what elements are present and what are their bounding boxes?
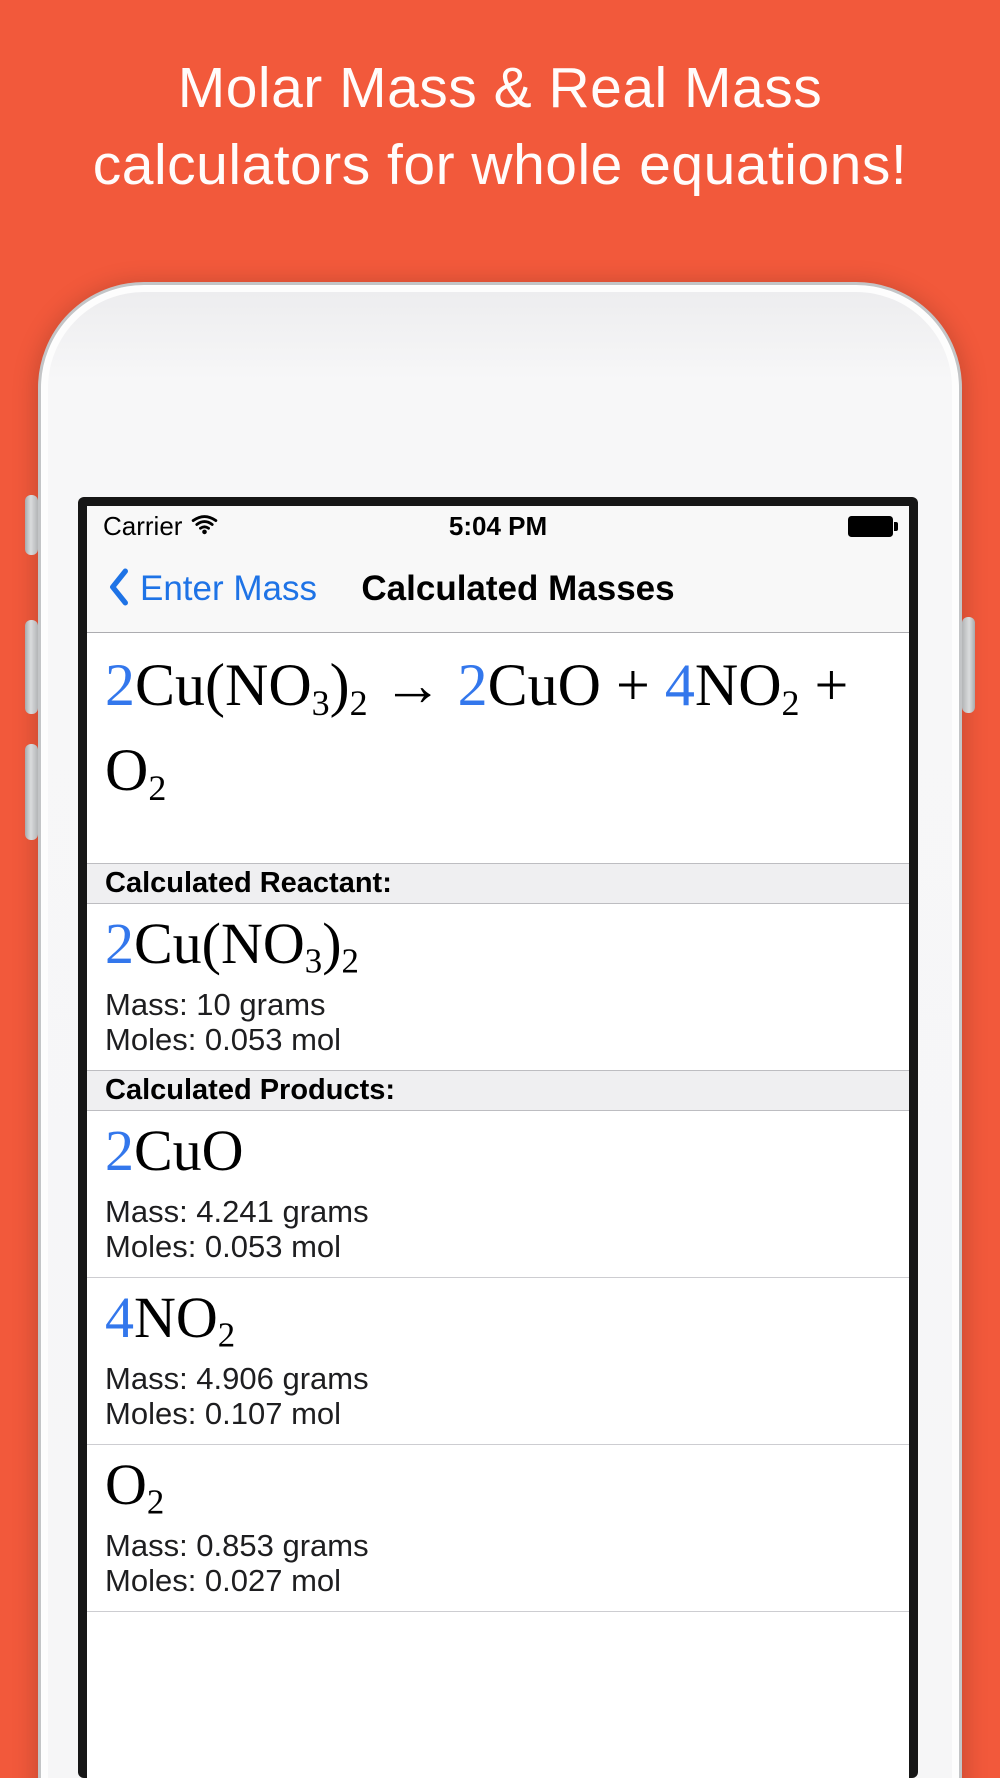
volume-up-button (25, 620, 38, 714)
formula-text: CuO (134, 1118, 244, 1183)
equation-line (105, 728, 891, 813)
compound-row (87, 1277, 909, 1444)
headline-line2: calculators for whole equations! (92, 133, 908, 197)
moles-text: Moles: 0.107 mol (105, 1396, 342, 1431)
compound-formula (105, 1282, 891, 1354)
moles-text: Moles: 0.053 mol (105, 1022, 342, 1057)
mass-text: Mass: 10 grams (105, 987, 326, 1022)
formula-coefficient: 2 (457, 652, 488, 718)
volume-down-button (25, 744, 38, 840)
mute-switch (25, 495, 38, 555)
formula-subscript: 3 (311, 683, 330, 724)
compound-row (87, 1444, 909, 1612)
formula-subscript: 2 (341, 941, 359, 981)
battery-icon (848, 516, 893, 537)
formula-subscript: 2 (217, 1315, 236, 1355)
headline-line1: Molar Mass & Real Mass (177, 56, 823, 120)
marketing-headline (0, 50, 1000, 204)
formula-text: → (367, 652, 458, 718)
formula-subscript: 2 (349, 683, 368, 724)
carrier-label: Carrier (103, 510, 183, 541)
formula-subscript: 2 (781, 683, 800, 724)
formula-text: O (105, 1452, 147, 1517)
section-header: Calculated Reactant: (87, 863, 909, 904)
compound-row (87, 1111, 909, 1277)
back-button-label: Enter Mass (140, 569, 317, 608)
formula-coefficient: 4 (664, 652, 695, 718)
equation (87, 633, 909, 863)
formula-coefficient: 2 (105, 911, 134, 976)
formula-text: ) (322, 911, 342, 976)
formula-subscript: 3 (304, 941, 323, 981)
formula-text: NO (694, 652, 782, 718)
results-list (87, 863, 909, 1778)
formula-text: CuO (487, 652, 602, 718)
formula-text: O (105, 737, 149, 803)
formula-coefficient: 2 (105, 652, 135, 718)
formula-coefficient: 4 (105, 1285, 134, 1350)
formula-text: + (601, 652, 665, 718)
mass-text: Mass: 0.853 grams (105, 1528, 369, 1563)
formula-text: + (799, 652, 849, 718)
app-screen (87, 506, 909, 1778)
power-button (962, 617, 975, 713)
formula-subscript: 2 (146, 1482, 165, 1522)
phone-screen (78, 497, 918, 1778)
clock-label: 5:04 PM (448, 510, 548, 541)
formula-text: Cu(NO (135, 652, 312, 718)
section-header: Calculated Products: (87, 1070, 909, 1111)
moles-text: Moles: 0.027 mol (105, 1563, 342, 1598)
status-bar (87, 506, 909, 546)
mass-text: Mass: 4.906 grams (105, 1361, 369, 1396)
compound-formula (105, 1449, 891, 1521)
navigation-bar (87, 546, 909, 633)
compound-row (87, 904, 909, 1070)
compound-formula (105, 1115, 891, 1187)
formula-text: ) (329, 652, 350, 718)
moles-text: Moles: 0.053 mol (105, 1229, 342, 1264)
compound-formula (105, 908, 891, 980)
formula-text: Cu(NO (134, 911, 305, 976)
formula-text: NO (134, 1285, 218, 1350)
mass-text: Mass: 4.241 grams (105, 1194, 369, 1229)
formula-coefficient: 2 (105, 1118, 134, 1183)
equation-line (105, 643, 891, 728)
page-title: Calculated Masses (361, 569, 675, 608)
formula-subscript: 2 (148, 768, 167, 809)
